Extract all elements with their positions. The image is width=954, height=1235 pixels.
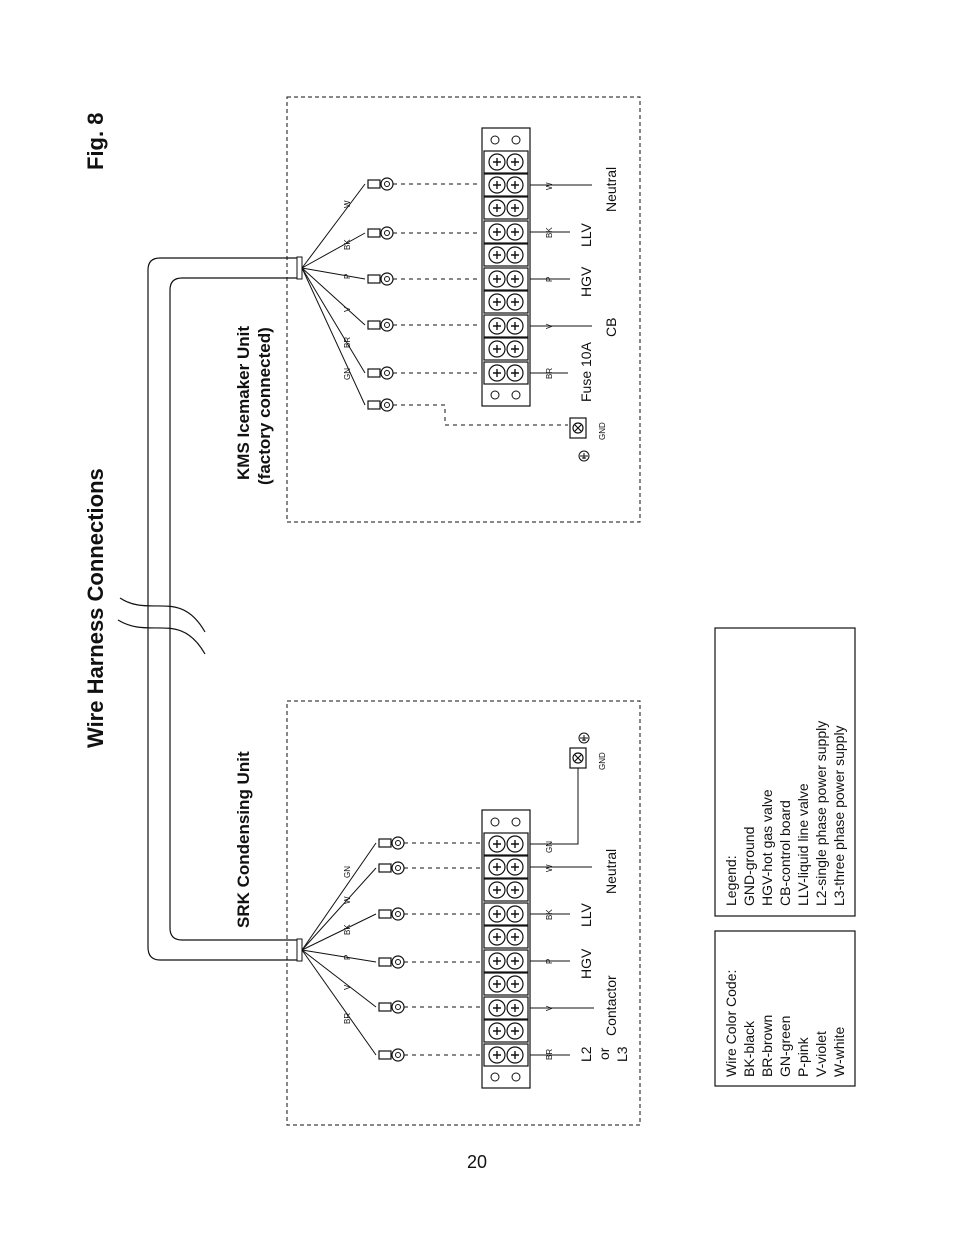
kms-gnd-terminal — [570, 418, 586, 438]
kms-wire-label-v: V — [343, 306, 352, 312]
wire-color-item: BR-brown — [759, 1014, 775, 1077]
kms-icemaker-unit — [234, 97, 640, 522]
legend-item: HGV-hot gas valve — [759, 789, 775, 906]
wire-color-item: V-violet — [813, 1031, 829, 1077]
srk-wire-label-gn: GN — [343, 866, 352, 878]
kms-term-wire-br: BR — [545, 367, 554, 379]
srk-label-contactor: Contactor — [603, 975, 619, 1036]
srk-term-wire-v: V — [545, 1005, 554, 1011]
legend-item: L3-three phase power supply — [831, 725, 847, 906]
srk-label-hgv: HGV — [578, 948, 594, 979]
srk-label-l3: L3 — [614, 1046, 630, 1062]
srk-label-neutral: Neutral — [603, 848, 619, 894]
ground-symbol-icon — [579, 451, 589, 461]
kms-unit-subtitle: (factory connected) — [255, 327, 274, 485]
srk-wire-label-w: W — [343, 896, 352, 904]
kms-label-neutral: Neutral — [603, 166, 619, 212]
kms-gnd-label: GND — [598, 422, 607, 440]
kms-label-hgv: HGV — [578, 266, 594, 297]
wire-color-item: GN-green — [777, 1015, 793, 1077]
srk-term-wire-p: P — [545, 958, 554, 964]
kms-label-llv: LLV — [578, 223, 594, 247]
kms-term-wire-p: P — [545, 276, 554, 282]
srk-terminal-block — [482, 810, 530, 1088]
legend-item: L2-single phase power supply — [813, 720, 829, 906]
legend-item: GND-ground — [741, 826, 757, 906]
srk-label-l2: L2 — [578, 1046, 594, 1062]
legend-box — [715, 628, 855, 916]
kms-wire-label-gn: GN — [343, 368, 352, 380]
wire-color-code-box — [715, 931, 855, 1086]
wire-color-heading: Wire Color Code: — [723, 969, 739, 1077]
cable-break-mark — [118, 598, 205, 654]
legend-item: LLV-liquid line valve — [795, 783, 811, 906]
srk-gnd-terminal — [570, 748, 586, 768]
srk-condensing-unit — [234, 701, 640, 1125]
srk-wire-label-v: V — [343, 984, 352, 990]
harness-cable — [148, 258, 300, 960]
srk-wire-label-bk: BK — [343, 924, 352, 935]
wire-color-item: P-pink — [795, 1037, 811, 1077]
figure-label: Fig. 8 — [83, 112, 108, 170]
kms-term-wire-bk: BK — [545, 227, 554, 238]
srk-gnd-label: GND — [598, 752, 607, 770]
kms-term-wire-w: W — [545, 182, 554, 190]
kms-term-wire-v: V — [545, 323, 554, 329]
srk-wire-label-p: P — [343, 954, 352, 960]
srk-term-wire-gn: GN — [545, 841, 554, 853]
legend-heading: Legend: — [723, 855, 739, 906]
kms-wire-label-br: BR — [343, 336, 352, 348]
kms-label-cb: CB — [603, 317, 619, 337]
srk-wire-label-br: BR — [343, 1012, 352, 1024]
ground-symbol-icon — [579, 733, 589, 743]
wire-color-item: W-white — [831, 1026, 847, 1077]
kms-wire-label-w: W — [343, 200, 352, 208]
srk-label-llv: LLV — [578, 903, 594, 927]
srk-term-wire-w: W — [545, 864, 554, 872]
srk-label-or: or — [596, 1047, 612, 1060]
kms-wire-label-bk: BK — [343, 239, 352, 250]
kms-label-fuse: Fuse 10A — [578, 342, 594, 402]
srk-term-wire-bk: BK — [545, 909, 554, 920]
kms-wire-label-p: P — [343, 273, 352, 279]
srk-term-wire-br: BR — [545, 1048, 554, 1060]
legend-item: CB-control board — [777, 800, 793, 906]
wire-color-item: BK-black — [741, 1020, 757, 1077]
page-number: 20 — [466, 1152, 488, 1172]
page-title: Wire Harness Connections — [83, 468, 108, 748]
srk-unit-title: SRK Condensing Unit — [234, 751, 253, 928]
kms-unit-title: KMS Icemaker Unit — [234, 326, 253, 480]
kms-terminal-block — [482, 128, 530, 406]
